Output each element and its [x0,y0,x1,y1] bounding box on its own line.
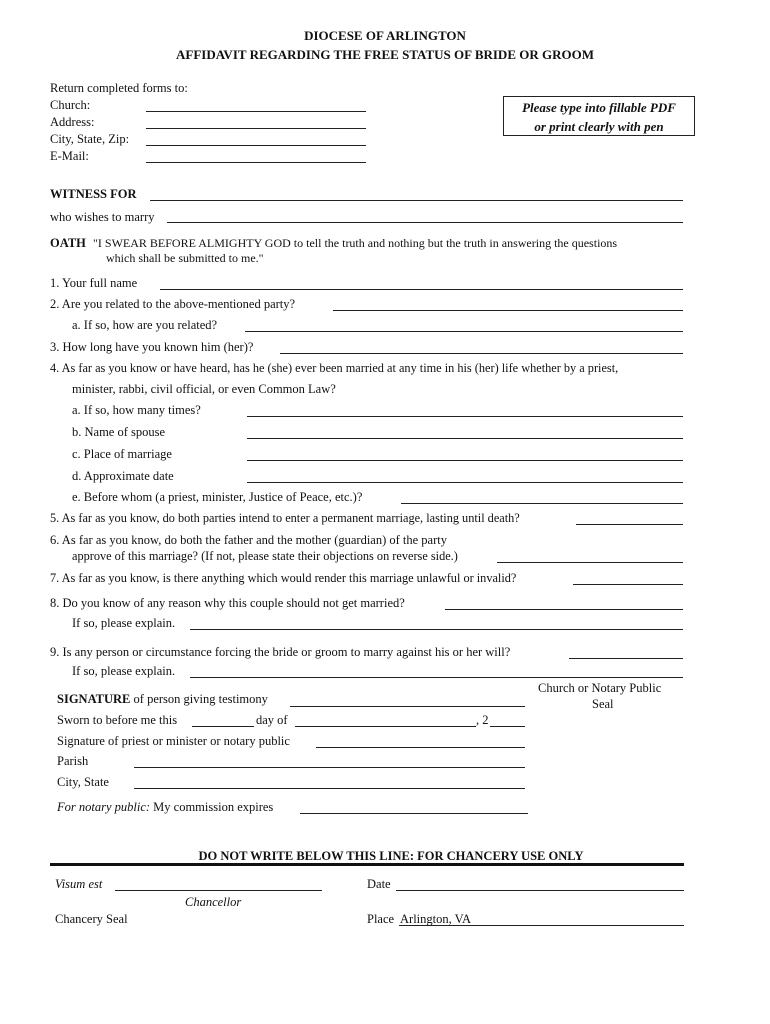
chancellor-label: Chancellor [185,895,242,909]
q4-label-1: 4. As far as you know or have heard, has he (she) ever been married at any time in his (her) life whether by a priest, [50,361,619,375]
day-of-label: day of [256,713,288,727]
signature-label [57,692,268,707]
q7-field[interactable] [573,584,683,585]
city-field[interactable] [146,145,366,146]
place-field[interactable] [399,925,684,926]
q9-field-2[interactable] [190,677,683,678]
oath-label: OATH [50,236,86,250]
q6-label-2: approve of this marriage? (If not, please state their objections on reverse side.) [72,549,458,563]
signature-label-bold: SIGNATURE [57,692,131,706]
notice-line-2: or print clearly with pen [534,119,664,134]
q2a-field[interactable] [245,331,683,332]
seal-label-1: Church or Notary Public [538,681,662,695]
return-heading: Return completed forms to: [50,81,188,95]
q4c-field[interactable] [247,460,683,461]
sworn-day-field[interactable] [192,726,254,727]
city-state-field[interactable] [134,788,525,789]
witness-label: WITNESS FOR [50,187,137,201]
date-field[interactable] [396,890,684,891]
q4b-label: b. Name of spouse [72,425,166,439]
q4e-label: e. Before whom (a priest, minister, Justice of Peace, etc.)? [72,490,363,504]
q6-label-1: 6. As far as you know, do both the father and the mother (guardian) of the party [50,533,447,547]
chancery-seal-label: Chancery Seal [55,912,128,926]
sworn-month-field[interactable] [295,726,476,727]
notary-label-italic: For notary public: [57,800,151,814]
q6-field[interactable] [497,562,683,563]
form-title: AFFIDAVIT REGARDING THE FREE STATUS OF BRIDE OR GROOM [176,47,594,62]
parish-label: Parish [57,754,89,768]
year-label: , 2 [476,713,489,727]
commission-expires-field[interactable] [300,813,528,814]
place-label: Place [367,912,395,926]
place-value: Arlington, VA [400,912,472,926]
oath-text-2: which shall be submitted to me." [106,251,264,265]
q2-label: 2. Are you related to the above-mentioned party? [50,297,296,311]
q1-field[interactable] [160,289,683,290]
church-label: Church: [50,98,91,112]
notary-label-rest: My commission expires [150,800,274,814]
city-label: City, State, Zip: [50,132,130,146]
witness-field[interactable] [150,200,683,201]
visum-label: Visum est [55,877,103,891]
signature-field[interactable] [290,706,525,707]
q5-label: 5. As far as you know, do both parties intend to enter a permanent marriage, lasting until death? [50,511,520,525]
q8-label-1: 8. Do you know of any reason why this couple should not get married? [50,596,405,610]
q9-field-1[interactable] [569,658,683,659]
q8-field-2[interactable] [190,629,683,630]
email-field[interactable] [146,162,366,163]
q4a-label: a. If so, how many times? [72,403,201,417]
q3-label: 3. How long have you known him (her)? [50,340,254,354]
sworn-year-field[interactable] [490,726,525,727]
q7-label: 7. As far as you know, is there anything which would render this marriage unlawful or invalid? [50,571,517,585]
q4d-field[interactable] [247,482,683,483]
signature-label-rest: of person giving testimony [130,692,268,706]
q8-label-2: If so, please explain. [72,616,176,630]
seal-label-2: Seal [592,697,614,711]
address-field[interactable] [146,128,366,129]
q2a-label: a. If so, how are you related? [72,318,218,332]
email-label: E-Mail: [50,149,89,163]
q5-field[interactable] [576,524,683,525]
visum-field[interactable] [115,890,322,891]
chancery-heading: DO NOT WRITE BELOW THIS LINE: FOR CHANCERY USE ONLY [198,849,584,863]
q4a-field[interactable] [247,416,683,417]
oath-text-1: "I SWEAR BEFORE ALMIGHTY GOD to tell the truth and nothing but the truth in answering the questions [93,236,618,250]
q4b-field[interactable] [247,438,683,439]
chancery-divider [50,863,684,866]
notary-label [57,800,273,815]
q4c-label: c. Place of marriage [72,447,172,461]
church-field[interactable] [146,111,366,112]
notice-line-1: Please type into fillable PDF [522,100,676,115]
fillable-notice [503,96,695,136]
q1-label: 1. Your full name [50,276,138,290]
q9-label-2: If so, please explain. [72,664,176,678]
q4d-label: d. Approximate date [72,469,174,483]
sworn-label: Sworn to before me this [57,713,178,727]
q4e-field[interactable] [401,503,683,504]
diocese-title: DIOCESE OF ARLINGTON [304,28,466,43]
date-label: Date [367,877,391,891]
q8-field-1[interactable] [445,609,683,610]
marry-field[interactable] [167,222,683,223]
marry-label: who wishes to marry [50,210,155,224]
priest-signature-field[interactable] [316,747,525,748]
q4-label-2: minister, rabbi, civil official, or even Common Law? [72,382,336,396]
parish-field[interactable] [134,767,525,768]
address-label: Address: [50,115,95,129]
priest-signature-label: Signature of priest or minister or notary public [57,734,290,748]
city-state-label: City, State [57,775,109,789]
q3-field[interactable] [280,353,683,354]
q9-label-1: 9. Is any person or circumstance forcing the bride or groom to marry against his or her will? [50,645,511,659]
q2-field[interactable] [333,310,683,311]
